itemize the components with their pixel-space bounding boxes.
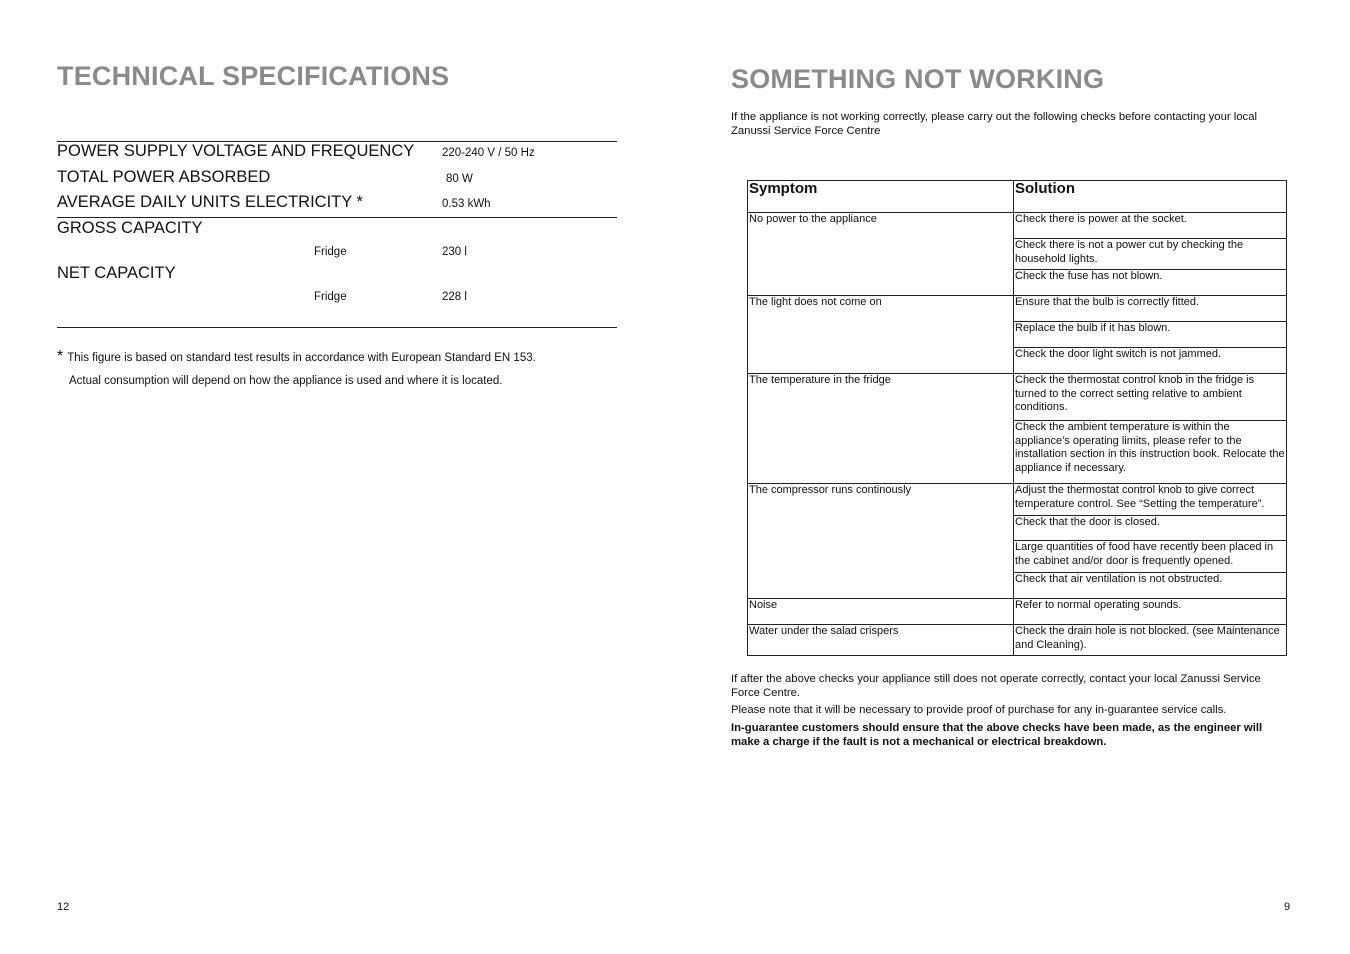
solution-cell: Check there is power at the socket. <box>1014 213 1287 239</box>
spec-label: TOTAL POWER ABSORBED <box>57 168 271 186</box>
spec-value: 220-240 V / 50 Hz <box>442 147 535 159</box>
solution-cell: Check the fuse has not blown. <box>1014 270 1287 296</box>
solution-cell: Refer to normal operating sounds. <box>1014 599 1287 625</box>
gross-capacity-value: 230 l <box>442 246 467 258</box>
solution-cell: Adjust the thermostat control knob to give correct temperature control. See “Setting the temperature”. <box>1014 484 1287 516</box>
table-row <box>748 374 1287 421</box>
page-number: 12 <box>57 901 70 913</box>
footnote-line-1: This figure is based on standard test results in accordance with European Standard EN 153. <box>67 352 536 364</box>
symptom-header: Symptom <box>748 181 1014 213</box>
symptom-cell: Noise <box>748 599 1014 625</box>
footnote-line-2: Actual consumption will depend on how the appliance is used and where it is located. <box>69 375 503 387</box>
table-row <box>748 213 1287 239</box>
solution-cell: Check that the door is closed. <box>1014 516 1287 541</box>
page-number: 9 <box>1284 901 1291 913</box>
table-header-row <box>748 181 1287 213</box>
solution-cell: Check the ambient temperature is within the appliance’s operating limits, please refer to the installation section in this instruction book. Relocate the appliance if necessary. <box>1014 421 1287 484</box>
gross-capacity-sub-label: Fridge <box>314 246 347 258</box>
footnote <box>57 348 536 366</box>
solution-cell: Check the drain hole is not blocked. (see Maintenance and Cleaning). <box>1014 625 1287 656</box>
table-row <box>748 484 1287 516</box>
spec-label: POWER SUPPLY VOLTAGE AND FREQUENCY <box>57 142 415 160</box>
after-text-1: If after the above checks your appliance still does not operate correctly, contact your local Zanussi Service Force Centre. <box>731 673 1261 699</box>
net-capacity-sub-label: Fridge <box>314 291 347 303</box>
symptom-cell: The light does not come on <box>748 296 1014 374</box>
solution-cell: Replace the bulb if it has blown. <box>1014 322 1287 348</box>
solution-cell: Check that air ventilation is not obstructed. <box>1014 573 1287 599</box>
solution-header: Solution <box>1014 181 1287 213</box>
spec-value: 80 W <box>446 173 473 185</box>
symptom-cell: The compressor runs continously <box>748 484 1014 599</box>
table-row <box>748 296 1287 322</box>
symptom-cell: No power to the appliance <box>748 213 1014 296</box>
net-capacity-value: 228 l <box>442 291 467 303</box>
guarantee-notice: In-guarantee customers should ensure that the above checks have been made, as the engineer will make a charge if the fault is not a mechanical or electrical breakdown. <box>731 722 1263 748</box>
solution-cell: Ensure that the bulb is correctly fitted. <box>1014 296 1287 322</box>
symptom-cell: Water under the salad crispers <box>748 625 1014 656</box>
intro-text: If the appliance is not working correctly, please carry out the following checks before contacting your local Zanussi Service Force Centre <box>731 111 1257 137</box>
spec-label: AVERAGE DAILY UNITS ELECTRICITY * <box>57 193 363 211</box>
solution-cell: Check the thermostat control knob in the fridge is turned to the correct setting relative to ambient conditions. <box>1014 374 1287 421</box>
solution-cell: Check there is not a power cut by checking the household lights. <box>1014 239 1287 270</box>
page-title: SOMETHING NOT WORKING <box>731 64 1105 94</box>
footnote-star: * <box>57 348 64 365</box>
spec-value: 0.53 kWh <box>442 198 491 210</box>
troubleshooting-table <box>747 180 1287 656</box>
divider <box>57 217 617 218</box>
page-title: TECHNICAL SPECIFICATIONS <box>57 61 450 91</box>
solution-cell: Check the door light switch is not jammed. <box>1014 348 1287 374</box>
symptom-cell: The temperature in the fridge <box>748 374 1014 484</box>
table-row <box>748 625 1287 656</box>
net-capacity-label: NET CAPACITY <box>57 264 176 282</box>
divider <box>57 327 617 328</box>
gross-capacity-label: GROSS CAPACITY <box>57 219 203 237</box>
after-text-2: Please note that it will be necessary to provide proof of purchase for any in-guarantee service calls. <box>731 704 1227 716</box>
table-row <box>748 599 1287 625</box>
solution-cell: Large quantities of food have recently been placed in the cabinet and/or door is frequently opened. <box>1014 541 1287 573</box>
